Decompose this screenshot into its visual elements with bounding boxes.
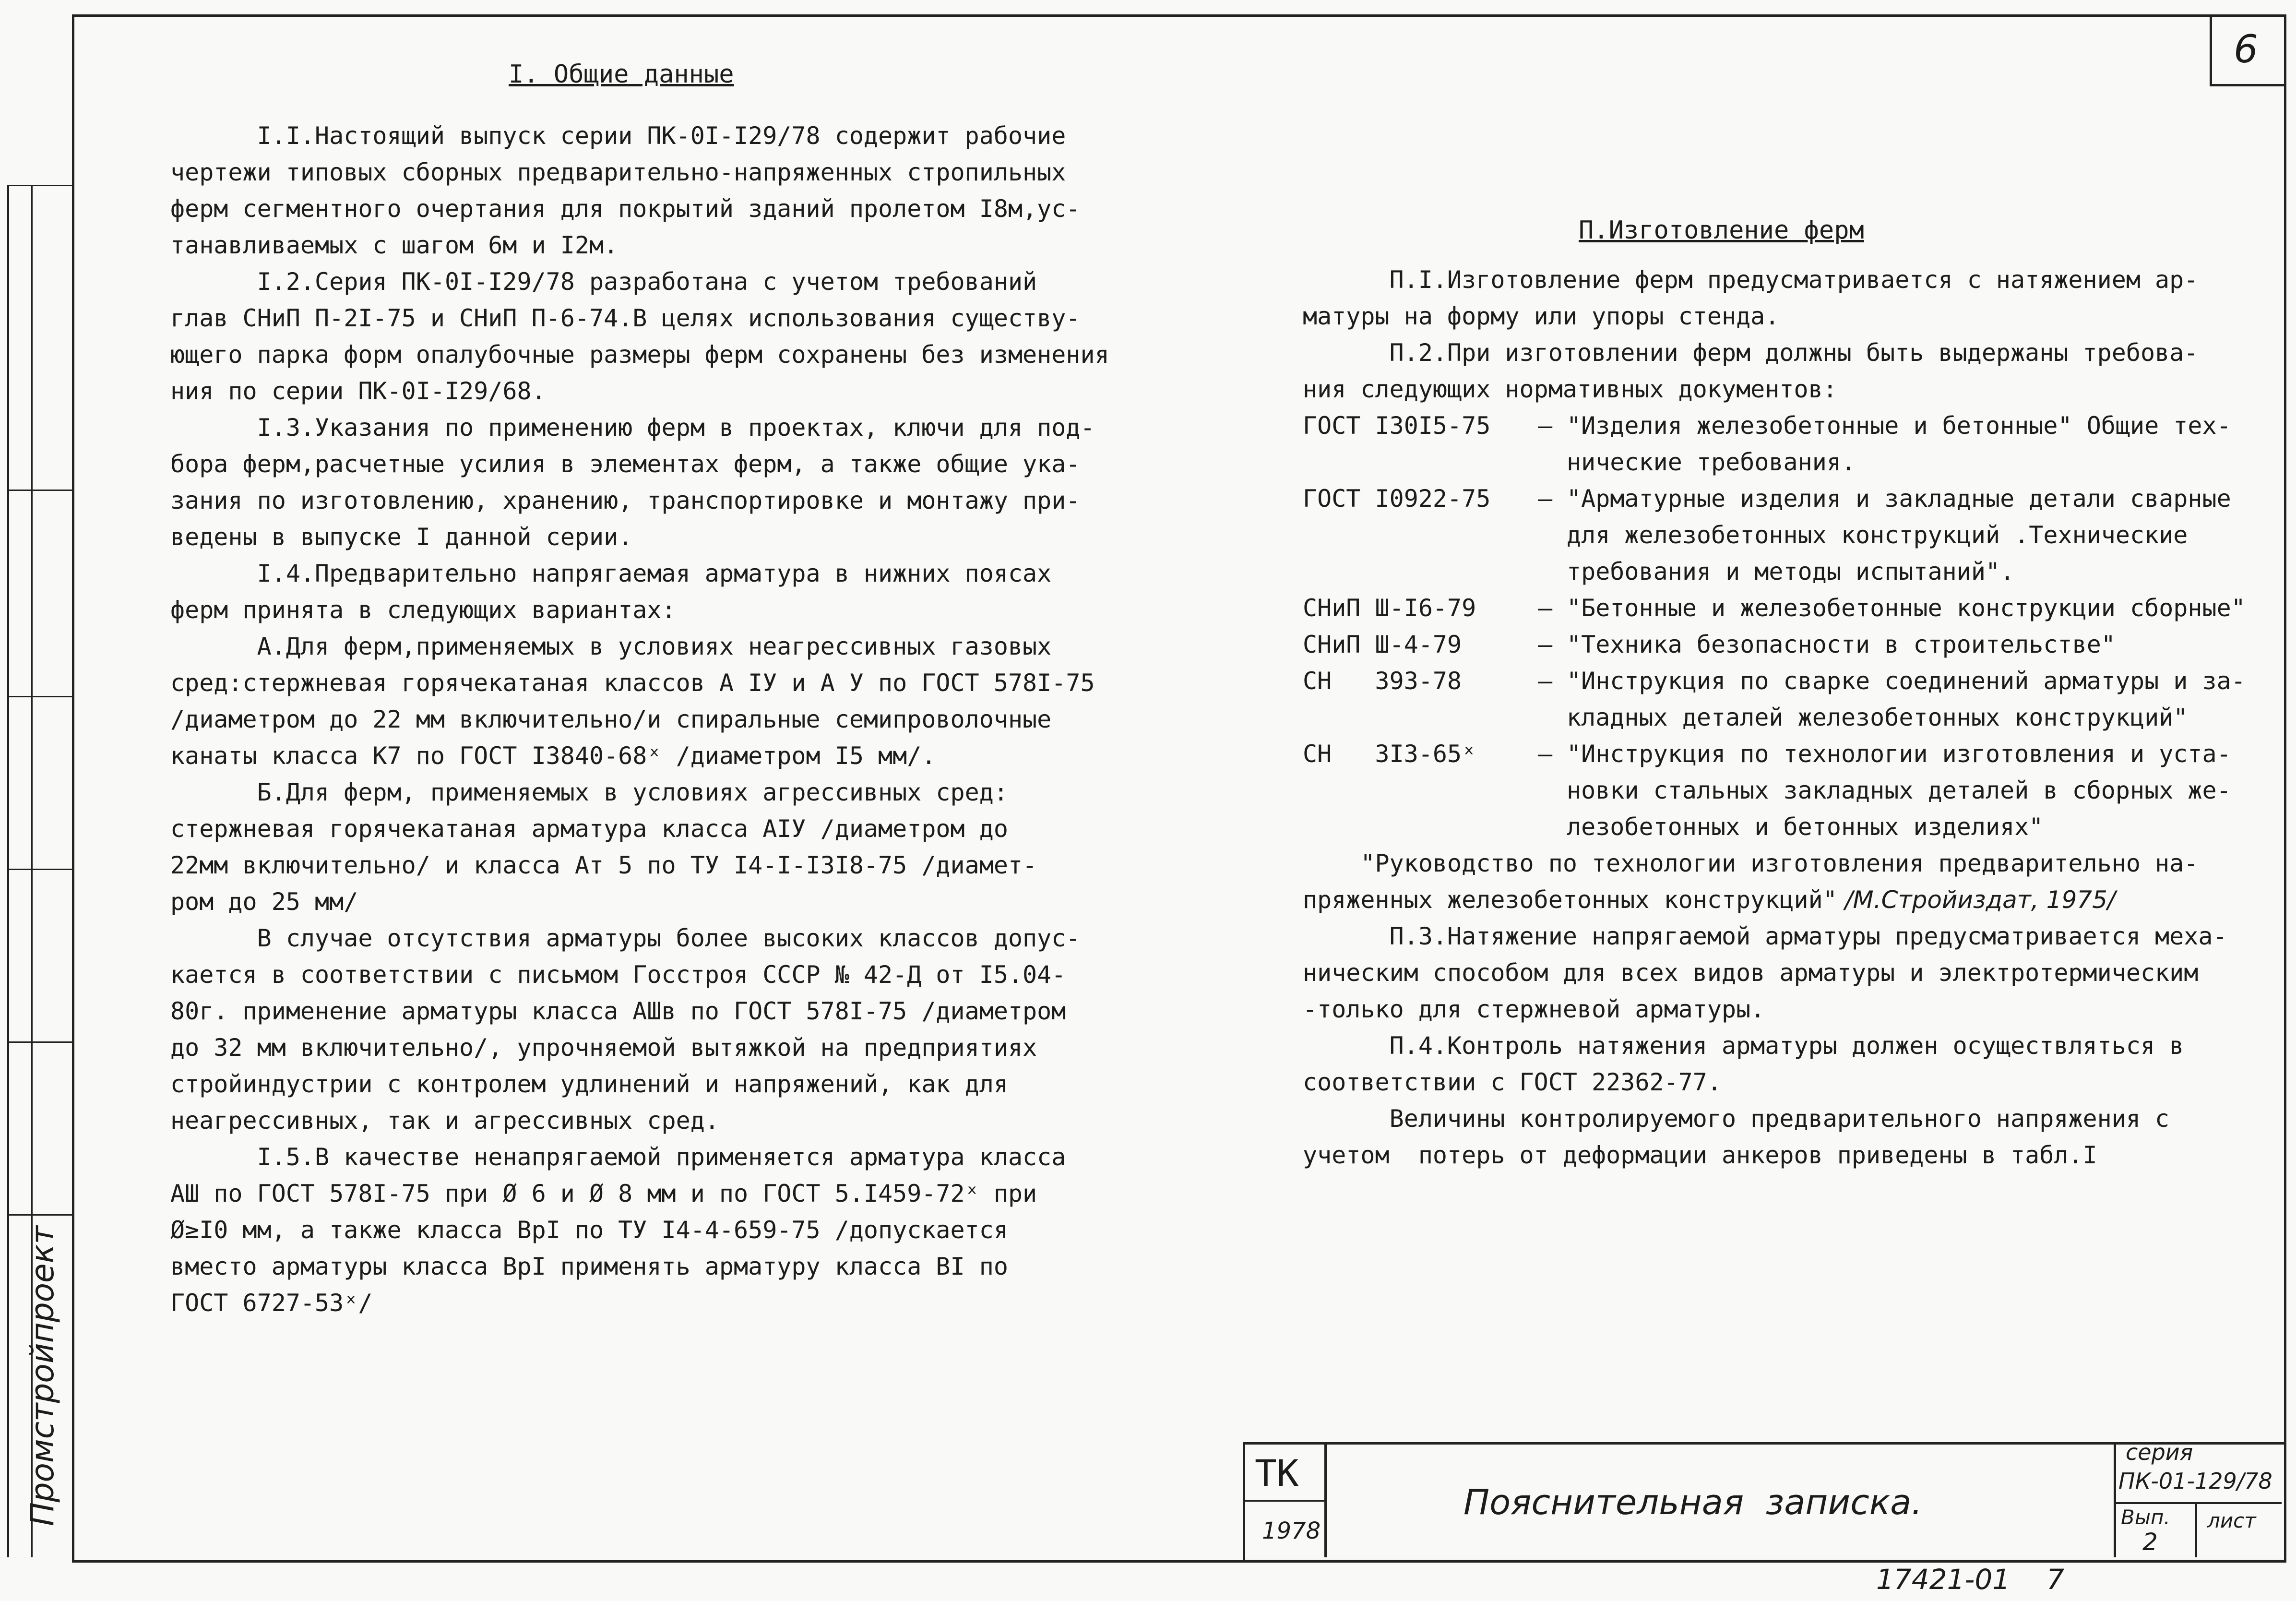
text-line: I.3.Указания по применению ферм в проектах, ключи для под- [170,414,1095,442]
text-line: Величины контролируемого предварительного напряжения с [1303,1105,2170,1133]
text-line: Б.Для ферм, применяемых в условиях агрессивных сред: [170,778,1008,806]
doc-number: 17421-01 [1876,1563,2010,1596]
paragraph-p1_3 [170,409,1109,555]
section2-body [1303,262,2246,1173]
norm-dash: – [1523,740,1567,768]
paragraph-p2_5 [1303,1100,2246,1173]
margin-divider-1 [7,490,72,491]
text-line: кладных деталей железобетонных конструкций" [1567,704,2188,731]
margin-divider-2 [7,696,72,697]
text-line: 80г. применение арматуры класса АШв по ГОСТ 578I-75 /диаметром [170,997,1066,1025]
norm-code: ГОСТ I30I5-75 [1303,412,1491,440]
norm-code: СН 393-78 [1303,667,1462,695]
text-line: "Изделия железобетонные и бетонные" Общие тех- [1567,412,2231,440]
norm-dash: – [1523,412,1567,440]
text-line: П.I.Изготовление ферм предусматривается с натяжением ар- [1303,266,2199,294]
text-line: "Инструкция по технологии изготовления и уста- [1567,740,2231,768]
paragraph-p1_4b [170,774,1109,920]
stamp-year: 1978 [1262,1517,1321,1544]
norm-text [1567,663,2246,736]
text-line: ведены в выпуске I данной серии. [170,523,633,551]
text-line: -только для стержневой арматуры. [1303,995,1765,1023]
text-line: ГОСТ 6727-53ˣ/ [170,1289,373,1317]
norm-code: СНиП Ш-I6-79 [1303,594,1476,622]
norm-row [1303,407,2246,480]
text-line: новки стальных закладных деталей в сборных же- [1567,777,2231,804]
stamp-tk: ТК [1255,1452,1299,1494]
stamp-h1 [1243,1500,1327,1502]
stamp-list-label: лист [2207,1509,2256,1532]
text-line: бора ферм,расчетные усилия в элементах ферм, а также общие ука- [170,450,1081,478]
paragraph-p2_1 [1303,262,2246,335]
text-line: лезобетонных и бетонных изделиях" [1567,813,2044,841]
norm-dash: – [1523,667,1567,695]
text-line: чертежи типовых сборных предварительно-напряженных стропильных [170,158,1066,186]
norm-row [1303,626,2246,663]
norm-dash: – [1523,594,1567,622]
text-line: для железобетонных конструкций .Технические [1567,521,2188,549]
text-line: ния по серии ПК-0I-I29/68. [170,377,546,405]
text-line: вместо арматуры класса ВрI применять арматуру класса ВI по [170,1253,1008,1280]
text-line: танавливаемых с шагом 6м и I2м. [170,231,619,259]
margin-divider-5 [7,1214,72,1216]
text-line: "Инструкция по сварке соединений арматуры и за- [1567,667,2246,695]
norm-row [1303,590,2246,626]
text-line: нические требования. [1567,448,1856,476]
text-line: ющего парка форм опалубочные размеры ферм сохранены без изменения [170,341,1109,369]
norm-code: СНиП Ш-4-79 [1303,631,1462,658]
text-line: кается в соответствии с письмом Госстроя СССР № 42-Д от I5.04- [170,961,1066,989]
text-line: ферм принята в следующих вариантах: [170,596,676,624]
section1-title: I. Общие данные [509,60,734,89]
paragraph-p2_3 [1303,918,2246,1028]
norm-text [1567,590,2246,626]
norm-text [1567,407,2231,480]
text-line: канаты класса К7 по ГОСТ I3840-68ˣ /диаметром I5 мм/. [170,742,936,770]
margin-divider-3 [7,869,72,870]
paragraph-p1_4 [170,555,1109,628]
text-line: I.5.В качестве ненапрягаемой применяется арматура класса [170,1143,1066,1171]
stamp-v2 [2114,1442,2116,1557]
text-line: 22мм включительно/ и класса Ат 5 по ТУ I4-I-I3I8-75 /диамет- [170,851,1037,879]
paragraph-p1_2 [170,263,1109,409]
text-line: I.2.Серия ПК-0I-I29/78 разработана с учетом требований [170,268,1037,296]
stamp-title: Пояснительная записка. [1463,1482,1923,1522]
text-line: ферм сегментного очертания для покрытий зданий пролетом I8м,ус- [170,195,1081,223]
norm-code: ГОСТ I0922-75 [1303,485,1491,513]
text-line: Ø≥I0 мм, а также класса ВрI по ТУ I4-4-659-75 /допускается [170,1216,1008,1244]
text-line: ром до 25 мм/ [170,888,358,916]
rukovodstvo-line2: пряженных железобетонных конструкций" /М.Стройиздат, 1975/ [1303,886,2116,914]
paragraph-p1_5 [170,1139,1109,1321]
text-line: "Арматурные изделия и закладные детали сварные [1567,485,2231,513]
norm-dash: – [1523,631,1567,658]
stamp-h2 [2114,1502,2282,1504]
norm-text [1567,480,2231,590]
section1-body [170,118,1109,1321]
stamp-v3 [2195,1502,2197,1557]
text-line: "Бетонные и железобетонные конструкции сборные" [1567,594,2246,622]
text-line: П.3.Натяжение напрягаемой арматуры предусматривается меха- [1303,922,2227,950]
margin-line-1 [7,185,9,1557]
text-line: стержневая горячекатаная арматура класса АIУ /диаметром до [170,815,1008,843]
paragraph-p1_4a [170,628,1109,774]
text-line: ническим способом для всех видов арматуры и электротермическим [1303,959,2199,987]
norm-dash: – [1523,485,1567,513]
norm-row [1303,736,2246,845]
section2-title: П.Изготовление ферм [1579,216,1864,245]
sheet-number: 7 [2046,1563,2064,1596]
norm-text [1567,626,2116,663]
text-line: до 32 мм включительно/, упрочняемой вытяжкой на предприятиях [170,1034,1037,1062]
text-line: /диаметром до 22 мм включительно/и спиральные семипроволочные [170,705,1052,733]
text-line: требования и методы испытаний". [1567,558,2015,585]
rukovodstvo-line1: "Руководство по технологии изготовления предварительно на- [1303,849,2199,877]
margin-divider-4 [7,1041,72,1043]
text-line: ния следующих нормативных документов: [1303,375,1837,403]
text-line: I.4.Предварительно напрягаемая арматура в нижних поясах [170,560,1052,587]
paragraph-p1_1 [170,118,1109,263]
rukovodstvo-handwritten: /М.Стройиздат, 1975/ [1837,886,2116,914]
norm-row [1303,663,2246,736]
text-line: стройиндустрии с контролем удлинений и напряжений, как для [170,1070,1008,1098]
stamp-vyp-label: Вып. [2121,1505,2170,1529]
stamp-seria-label: серия [2126,1439,2193,1465]
stamp-seria-value: ПК-01-129/78 [2118,1468,2272,1494]
text-line: А.Для ферм,применяемых в условиях неагрессивных газовых [170,633,1052,660]
text-line: В случае отсутствия арматуры более высоких классов допус- [170,924,1081,952]
text-line: "Техника безопасности в строительстве" [1567,631,2116,658]
text-line: П.4.Контроль натяжения арматуры должен осуществляться в [1303,1032,2184,1060]
page-number: 6 [2234,27,2258,72]
norm-text [1567,736,2231,845]
text-line: зания по изготовлению, хранению, транспортировке и монтажу при- [170,487,1081,514]
norm-row [1303,480,2246,590]
margin-stamp: Промстройпроект [24,1226,61,1526]
norm-code: СН 3I3-65ˣ [1303,740,1476,768]
text-line: сред:стержневая горячекатаная классов А IУ и А У по ГОСТ 578I-75 [170,669,1095,697]
stamp-vyp-value: 2 [2142,1528,2158,1556]
text-line: соответствии с ГОСТ 22362-77. [1303,1068,1722,1096]
text-line: матуры на форму или упоры стенда. [1303,302,1780,330]
text-line: глав СНиП П-2I-75 и СНиП П-6-74.В целях использования существу- [170,304,1081,332]
paragraph-p2_2 [1303,335,2246,407]
text-line: учетом потерь от деформации анкеров приведены в табл.I [1303,1141,2097,1169]
text-line: I.I.Настоящий выпуск серии ПК-0I-I29/78 содержит рабочие [170,122,1066,150]
paragraph-p1_4c [170,920,1109,1139]
text-line: АШ по ГОСТ 578I-75 при Ø 6 и Ø 8 мм и по ГОСТ 5.I459-72ˣ при [170,1180,1037,1207]
text-line: П.2.При изготовлении ферм должны быть выдержаны требова- [1303,339,2199,367]
margin-line-top [7,185,72,186]
paragraph-p2_4 [1303,1028,2246,1100]
text-line: неагрессивных, так и агрессивных сред. [170,1107,719,1135]
